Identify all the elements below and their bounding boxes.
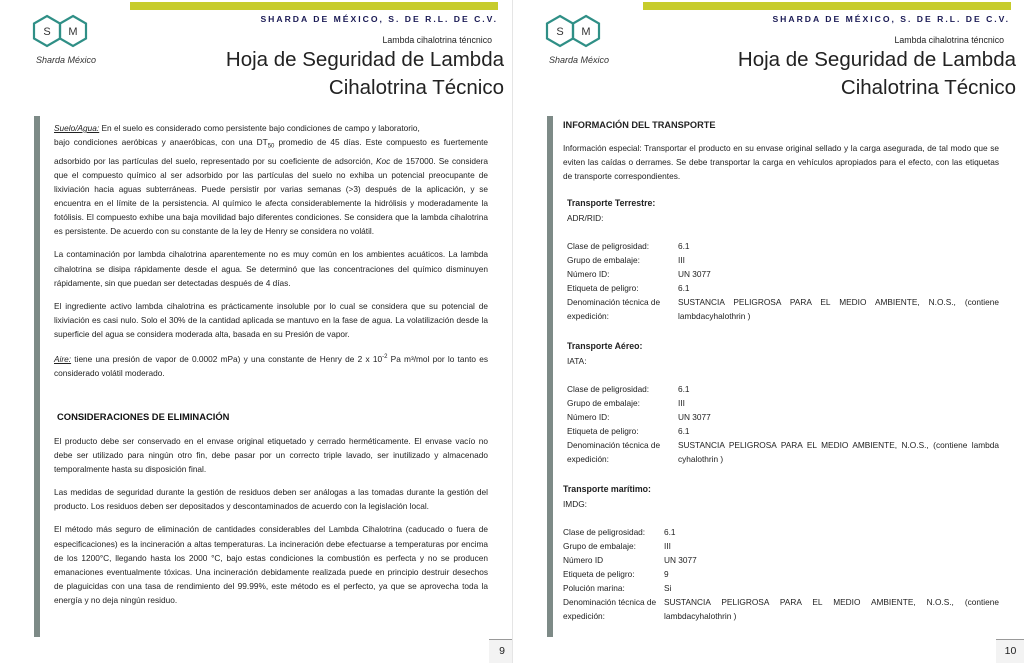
aquatic-paragraph: La contaminación por lambda cihalotrina aparentemente no es muy común en los ambientes acuáticos. La lambda cihalotrina se disipa rápidamente desde el agua. Se determinó que las concentraciones del químico disminuyen rápidamente, sin que puedan ser detectadas después de 4 días.	[54, 249, 488, 288]
soil-water-line1: En el suelo es considerado como persistente bajo condiciones de campo y laboratorio,	[99, 123, 420, 133]
company-name: SHARDA DE MÉXICO, S. DE R.L. DE C.V.	[772, 14, 1010, 24]
row-value: SUSTANCIA PELIGROSA PARA EL MEDIO AMBIENTE, N.O.S., (contiene lambdacyhalothrin )	[664, 597, 999, 621]
soil-water-text-b: promedio de 45 días. Este compuesto es fuertemente adsorbido por las partículas del suelo, representado por su coeficiente de adsorción,	[54, 137, 488, 166]
table-row	[567, 267, 999, 281]
sea-transport-code: IMDG:	[563, 499, 587, 509]
row-label: Clase de peligrosidad:	[567, 241, 650, 251]
table-row	[567, 424, 999, 438]
header-accent-bar	[130, 2, 498, 10]
row-label: Denominación técnica de expedición:	[567, 297, 661, 321]
logo-caption: Sharda México	[35, 55, 97, 65]
table-row	[563, 553, 999, 567]
logo-hexagons-icon	[32, 14, 100, 54]
row-value: 6.1	[664, 527, 676, 537]
sea-transport-title: Transporte marítimo:	[563, 484, 651, 494]
logo-letter-m: M	[581, 26, 591, 38]
company-logo	[539, 14, 619, 72]
row-value: 6.1	[678, 426, 690, 436]
page-number: 10	[996, 639, 1024, 663]
row-value: UN 3077	[678, 412, 711, 422]
table-row	[567, 295, 999, 323]
table-row	[567, 253, 999, 267]
land-transport-title: Transporte Terrestre:	[567, 198, 656, 208]
row-value: 9	[664, 569, 669, 579]
logo-hexagons-icon	[545, 14, 613, 54]
row-label: Número ID:	[567, 269, 610, 279]
row-value: 6.1	[678, 283, 690, 293]
table-row	[563, 525, 999, 539]
row-value: SUSTANCIA PELIGROSA PARA EL MEDIO AMBIENTE, N.O.S., (contiene lambda cyhalothrin )	[678, 440, 999, 464]
row-label: Clase de peligrosidad:	[567, 384, 650, 394]
header-accent-bar	[643, 2, 1011, 10]
company-logo	[26, 14, 106, 72]
row-label: Denominación técnica de expedición:	[567, 440, 661, 464]
koc-term: Koc	[376, 155, 391, 166]
sea-transport-block	[563, 482, 999, 623]
row-label: Número ID	[563, 555, 604, 565]
land-transport-code: ADR/RID:	[567, 213, 604, 223]
page-number: 9	[489, 639, 512, 663]
leaching-paragraph: El ingrediente activo lambda cihalotrina es prácticamente insoluble por lo cual se considera que su potencial de lixiviación es casi nulo. Solo el 30% de la cantidad aplicada se mantuvo en la fase de agua. La volatilización desde la superficie del agua se considera moderada alta, basada en su Presión de vapor.	[54, 300, 488, 339]
air-text-a: tiene una presión de vapor de 0.0002 mPa) y una constante de Henry de 2 x 10	[71, 353, 383, 364]
air-transport-block	[567, 339, 999, 466]
row-value: 6.1	[678, 241, 690, 251]
transport-content	[563, 118, 999, 629]
logo-letter-m: M	[68, 26, 78, 38]
row-value: Si	[664, 583, 672, 593]
doc-title: Hoja de Seguridad de Lambda Cihalotrina Técnico	[225, 48, 504, 99]
row-label: Etiqueta de peligro:	[563, 569, 635, 579]
table-row	[567, 438, 999, 466]
row-value: 6.1	[678, 384, 690, 394]
content-side-bar	[34, 116, 40, 637]
row-value: III	[678, 398, 685, 408]
content-side-bar	[547, 116, 553, 637]
table-row	[563, 539, 999, 553]
henry-exponent: -2	[382, 353, 388, 360]
row-value: SUSTANCIA PELIGROSA PARA EL MEDIO AMBIENTE, N.O.S., (contiene lambdacyhalothrin )	[678, 297, 999, 321]
row-label: Grupo de embalaje:	[567, 255, 640, 265]
table-row	[567, 382, 999, 396]
logo-letter-s: S	[556, 26, 564, 38]
company-name: SHARDA DE MÉXICO, S. DE R.L. DE C.V.	[260, 14, 498, 24]
logo-caption: Sharda México	[548, 55, 610, 65]
table-row	[567, 281, 999, 295]
row-label: Número ID:	[567, 412, 610, 422]
air-label: Aire:	[54, 353, 72, 364]
transport-intro: Información especial: Transportar el producto en su envase original sellado y la carga asegurada, de tal modo que se eviten las caídas o derrames. Se debe transportar la carga en vehículos apropiados para el efecto, con las etiquetas de transporte correspondientes.	[563, 143, 999, 181]
dt50-subscript: 50	[267, 143, 275, 150]
table-row	[567, 239, 999, 253]
table-row	[563, 567, 999, 581]
doc-title: Hoja de Seguridad de Lambda Cihalotrina Técnico	[737, 48, 1016, 99]
table-row	[567, 410, 999, 424]
air-transport-title: Transporte Aéreo:	[567, 341, 643, 351]
row-value: III	[664, 541, 671, 551]
table-row	[563, 581, 999, 595]
land-transport-block	[567, 196, 999, 323]
row-label: Polución marina:	[563, 583, 625, 593]
row-label: Grupo de embalaje:	[563, 541, 636, 551]
disposal-section-title: CONSIDERACIONES DE ELIMINACIÓN	[57, 410, 230, 422]
disposal-paragraph-2: Las medidas de seguridad durante la gestión de residuos deben ser análogas a las tomadas durante la gestión del producto. Los residuos deben ser depositados y descontaminados de acuerdo con la legislación local.	[54, 487, 488, 512]
row-label: Denominación técnica de expedición:	[563, 597, 657, 621]
soil-water-text-a: bajo condiciones aeróbicas y anaeróbicas, con una DT	[54, 137, 268, 148]
row-label: Etiqueta de peligro:	[567, 283, 639, 293]
page-10	[512, 0, 1024, 663]
row-label: Etiqueta de peligro:	[567, 426, 639, 436]
row-label: Clase de peligrosidad:	[563, 527, 646, 537]
table-row	[563, 595, 999, 623]
doc-subtitle: Lambda cihalotrina téncnico	[894, 35, 1004, 45]
transport-section-title: INFORMACIÓN DEL TRANSPORTE	[563, 120, 716, 130]
soil-water-paragraph	[54, 121, 488, 238]
disposal-paragraph-1: El producto debe ser conservado en el envase original etiquetado y cerrado herméticamente. El envase vacío no debe ser utilizado para ningún otro fin, debe pasar por un correcto triple lavado, ser inutilizado y almacenado temporalmente hasta su disposición final.	[54, 436, 488, 475]
disposal-paragraph-3: El método más seguro de eliminación de cantidades considerables del Lambda Cihalotrina (caducado o fuera de especificaciones) es la incineración a altas temperaturas. La incineración debe efectuarse a temperaturas por encima de los 1200°C, llegando hasta los 2000 °C, bajo estas condiciones la combustión es perfecta y no se producen emanaciones eventualmente tóxicas. Una incineración debidamente realizada puede en principio destruir desechos de plaguicidas con una tasa de rendimiento del 99.99%, este método es el perfecto, ya que se aprovecha toda la energía y no deja ningún residuo.	[54, 524, 488, 605]
air-paragraph	[54, 350, 488, 380]
row-value: UN 3077	[664, 555, 697, 565]
row-label: Grupo de embalaje:	[567, 398, 640, 408]
row-value: III	[678, 255, 685, 265]
air-transport-code: IATA:	[567, 356, 587, 366]
logo-letter-s: S	[43, 26, 51, 38]
table-row	[567, 396, 999, 410]
doc-subtitle: Lambda cihalotrina téncnico	[382, 35, 492, 45]
page-9-content	[54, 121, 488, 616]
air-text-b: Pa m³/mol por lo tanto es considerado volátil moderado.	[54, 353, 488, 378]
row-value: UN 3077	[678, 269, 711, 279]
soil-water-label: Suelo/Agua:	[54, 123, 100, 133]
soil-water-text-c: de 157000. Se considera que el compuesto químico al ser adsorbido por las partículas del suelo no exhiba un potencial preocupante de lixiviación hacia aguas subterráneas. Puede persistir por varias semanas (>3) después de la aplicación, y se encuentra en el límite de la persistencia. Al químico le afecta considerablemente la hidrólisis y moderadamente la fotólisis. El compuesto exhibe una baja movilidad bajo diferentes condiciones. Se considera que la lambda cihalotrina es persistente. De acuerdo con su constante de la ley de Henry se considera no volátil.	[54, 155, 488, 237]
